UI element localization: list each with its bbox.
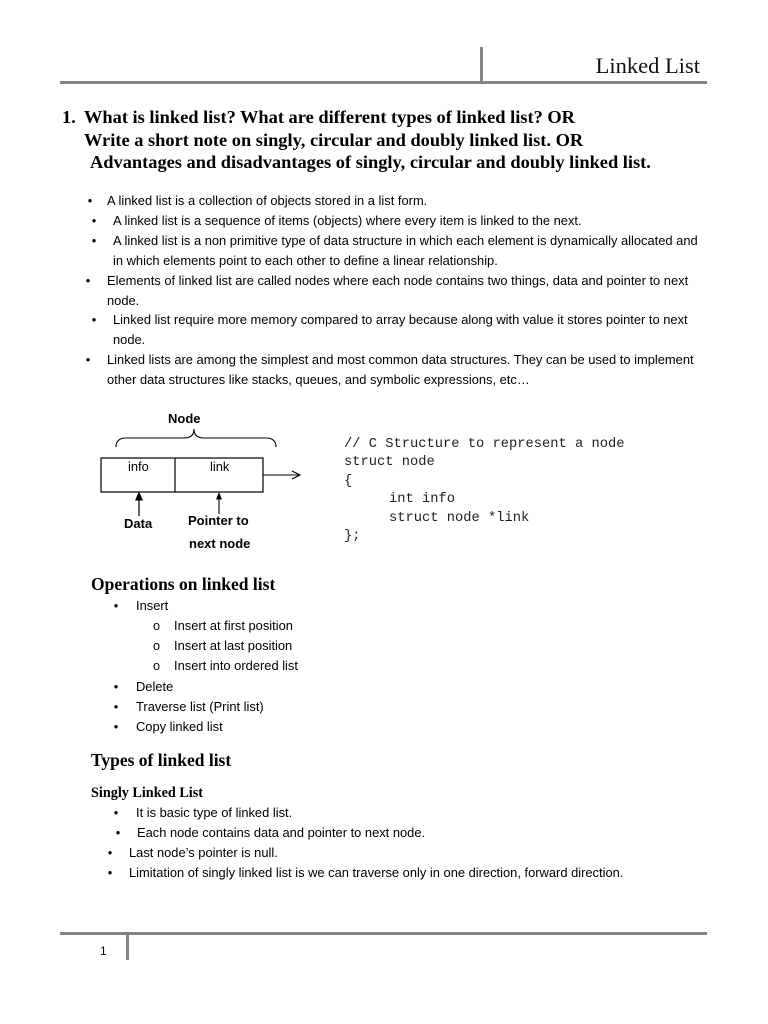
question-line: Write a short note on singly, circular and doubly linked list. OR [84,129,584,150]
operations-list [0,596,768,737]
singly-list [0,803,768,883]
list-item-text: Each node contains data and pointer to next node. [137,825,426,840]
operations-heading: Operations on linked list [91,574,276,594]
list-item [0,823,768,843]
question-line: Advantages and disadvantages of singly, circular and doubly linked list. [90,151,651,172]
list-item-text: A linked list is a sequence of items (objects) where every item is linked to the next. [113,212,582,228]
bullet-marker: • [113,718,119,734]
list-item-text: node. [113,332,146,348]
header-divider [480,47,483,82]
bullet-marker: • [91,312,97,328]
data-arrow-head [135,492,143,501]
bullet-marker: • [91,232,97,248]
question-number: 1. [62,106,76,127]
list-item-text: Delete [136,678,174,694]
list-item [0,211,768,231]
node-diagram [90,420,315,520]
list-item [0,697,768,717]
list-item-text: Last node’s pointer is null. [129,845,278,860]
bullet-marker: • [107,845,113,860]
pointer-arrow [216,492,222,514]
code-line: struct node *link [389,510,530,526]
header-title: Linked List [595,53,700,78]
sub-list-item [0,616,768,636]
bullet-marker: • [113,805,119,820]
list-item [0,596,768,616]
node-field-info: info [128,459,149,474]
sub-list-item-text: Insert at last position [174,638,293,654]
list-item-text: node. [107,292,140,308]
code-line: }; [344,529,361,545]
bullet-marker: • [87,193,93,208]
bullet-marker: • [113,698,119,714]
pointer-label: Pointer to [188,513,249,528]
sub-list-item-text: Insert into ordered list [174,658,298,674]
list-item [0,350,768,390]
list-item [0,803,768,823]
node-field-link: link [210,459,230,474]
bullet-marker: • [113,678,119,694]
bullet-marker: • [115,825,121,840]
intro-bullet-list [0,191,768,390]
list-item [0,191,768,211]
list-item [0,231,768,271]
footer-rule [60,932,707,935]
next-pointer-arrow [263,471,300,479]
list-item-text: in which elements point to each other to define a linear relationship. [113,252,498,268]
sub-list-item-text: Insert at first position [174,618,293,634]
list-item-text: A linked list is a collection of objects stored in a list form. [107,193,428,208]
node-label: Node [168,411,201,426]
list-item-text: Insert [136,598,169,613]
pointer-arrow-head [216,492,222,500]
node-box [101,458,263,492]
list-item-text: Traverse list (Print list) [136,698,264,714]
list-item-text: A linked list is a non primitive type of data structure in which each element is dynamically allocated and [113,232,698,248]
code-line: // C Structure to represent a node [344,437,625,452]
sub-bullet-marker: o [153,659,160,674]
list-item-text: Copy linked list [136,718,223,734]
types-heading: Types of linked list [91,750,232,770]
bullet-marker: • [113,598,119,613]
sub-bullet-marker: o [153,639,160,654]
page-number: 1 [100,944,107,958]
code-block [344,436,625,546]
list-item-text: other data structures like stacks, queues, and symbolic expressions, etc… [107,372,530,388]
list-item-text: Elements of linked list are called nodes where each node contains two things, data and pointer to next [107,272,689,288]
bullet-marker: • [85,272,91,288]
list-item-text: It is basic type of linked list. [136,805,293,820]
singly-heading: Singly Linked List [91,785,203,801]
code-line: struct node [344,455,435,471]
list-item [0,677,768,697]
data-arrow [135,492,143,517]
list-item [0,717,768,737]
question-line: What is linked list? What are different types of linked list? OR [84,106,575,127]
bullet-marker: • [85,352,91,368]
sub-list-item [0,636,768,656]
bullet-marker: • [107,865,113,880]
list-item-text: Limitation of singly linked list is we can traverse only in one direction, forward direction. [129,865,624,880]
node-brace [116,429,276,447]
list-item [0,863,768,883]
list-item-text: Linked list require more memory compared to array because along with value it stores pointer to next [113,312,688,328]
header-rule [60,81,707,84]
data-label: Data [124,516,153,531]
footer-divider [126,932,129,960]
list-item-text: Linked lists are among the simplest and most common data structures. They can be used to implement [107,352,694,368]
code-line: int info [389,492,456,508]
pointer-label: next node [189,536,251,551]
bullet-marker: • [91,212,97,228]
sub-bullet-marker: o [153,619,160,634]
list-item [0,843,768,863]
list-item [0,271,768,311]
sub-list-item [0,656,768,676]
code-line: { [344,473,353,489]
list-item [0,310,768,350]
